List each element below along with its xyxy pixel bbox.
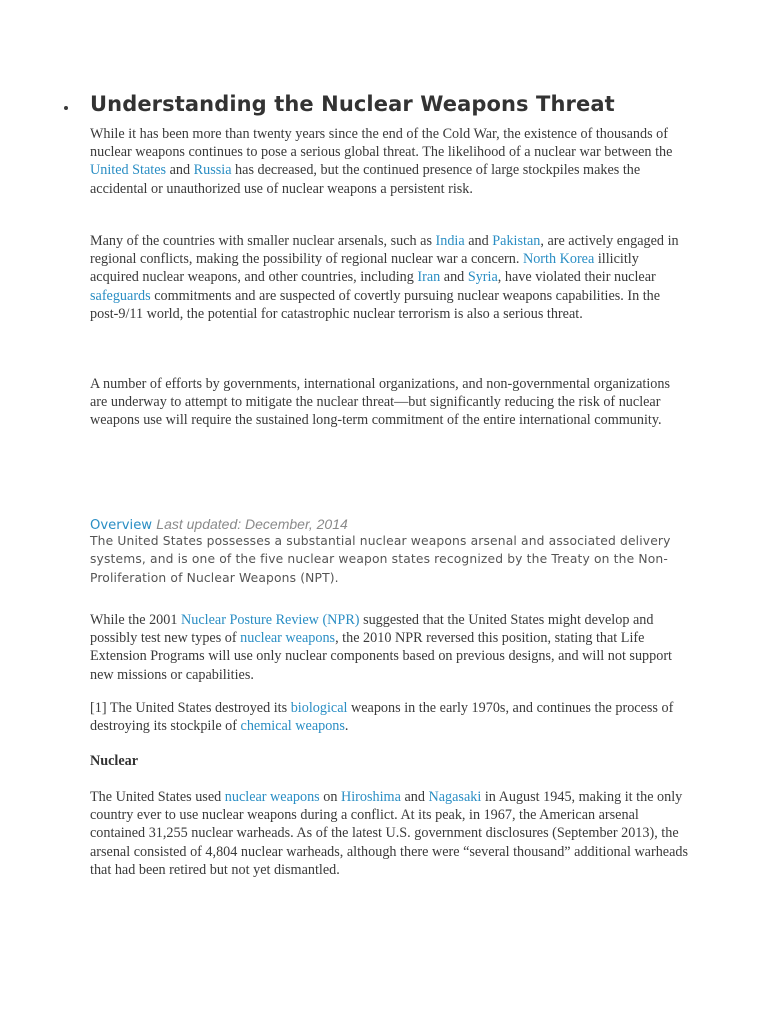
link-hiroshima[interactable]: Hiroshima <box>340 789 401 805</box>
text-span: commitments and are suspected of covertly pursuing nuclear weapons capabilities. In the post-9/11 world, the potential for catastrophic nuclear terrorism is also a serious threat. <box>90 287 661 322</box>
bullet-icon <box>64 106 68 110</box>
nuclear-paragraph <box>90 788 690 879</box>
overview-summary: The United States possesses a substantial nuclear weapons arsenal and associated delivery systems, and is one of the five nuclear weapon states recognized by the Treaty on the Non-Proliferation of Nuclear Weapons (NPT). <box>90 534 671 585</box>
text-span: , the 2010 NPR reversed this position, stating that Life Extension Programs will use only nuclear components based on previous designs, and will not support new missions or capabilities. <box>90 630 672 683</box>
link-north-korea[interactable]: North Korea <box>522 251 595 268</box>
intro-paragraph-2 <box>90 232 690 323</box>
text-span: The United States used <box>90 789 225 805</box>
link-nuclear-weapons[interactable]: nuclear weapons <box>240 630 336 647</box>
text-span: . <box>344 718 349 735</box>
text-span: and <box>400 789 429 805</box>
text-span: on <box>319 789 341 805</box>
text-span: , are actively engaged in regional conflicts, making the possibility of regional nuclear war a concern. <box>90 233 679 268</box>
link-syria[interactable]: Syria <box>467 269 498 286</box>
text-span: has decreased, but the continued presence of large stockpiles makes the accidental or unauthorized use of nuclear weapons a persistent risk. <box>90 162 641 197</box>
title-row <box>62 92 742 124</box>
intro-paragraph-1 <box>90 125 690 198</box>
link-india[interactable]: India <box>435 233 465 249</box>
text-span: [1] The United States destroyed its <box>90 700 291 716</box>
text-span: Many of the countries with smaller nuclear arsenals, such as <box>90 233 436 249</box>
link-united-states[interactable]: United States <box>90 162 167 179</box>
link-russia[interactable]: Russia <box>193 162 232 179</box>
link-safeguards[interactable]: safeguards <box>90 287 151 304</box>
page-title: Understanding the Nuclear Weapons Threat <box>90 92 615 116</box>
link-nagasaki[interactable]: Nagasaki <box>428 789 482 805</box>
text-span: While it has been more than twenty years since the end of the Cold War, the existence of thousands of nuclear weapons continues to pose a serious global threat. The likelihood of a nuclear war between the <box>90 126 673 161</box>
text-span: in August 1945, making it the only country ever to use nuclear weapons during a conflict. At its peak, in 1967, the American arsenal contained 31,255 nuclear warheads. As of the latest U.S. government disclosures (September 2013), the arsenal consisted of 4,804 nuclear warheads, although there were “several thousand” additional warheads that had been retired but not yet dismantled. <box>90 789 689 878</box>
text-span: and <box>166 162 194 179</box>
text-span: , have violated their nuclear <box>497 269 656 286</box>
text-span: and <box>464 233 493 249</box>
text-span: and <box>440 269 468 286</box>
text-span: While the 2001 <box>90 612 182 628</box>
overview-label: Overview <box>90 518 153 533</box>
link-iran[interactable]: Iran <box>417 269 441 286</box>
intro-paragraph-3: A number of efforts by governments, international organizations, and non-governmental organizations are underway to attempt to mitigate the nuclear threat—but significantly reducing the risk of nuclear weapons use will require the sustained long-term commitment of the entire international community. <box>90 376 670 429</box>
text-span: suggested that the United States might develop and possibly test new types of <box>90 612 654 647</box>
link-biological[interactable]: biological <box>290 700 348 716</box>
body-paragraph-bio-chem <box>90 699 690 735</box>
link-nuclear-weapons-2[interactable]: nuclear weapons <box>224 789 320 805</box>
section-heading-nuclear: Nuclear <box>90 753 139 769</box>
link-chemical-weapons[interactable]: chemical weapons <box>240 718 345 735</box>
text-span: illicitly acquired nuclear weapons, and other countries, including <box>90 251 639 286</box>
link-nuclear-posture-review[interactable]: Nuclear Posture Review (NPR) <box>181 612 360 628</box>
last-updated: Last updated: December, 2014 <box>156 516 348 532</box>
link-pakistan[interactable]: Pakistan <box>492 233 541 249</box>
body-paragraph-npr <box>90 611 690 684</box>
text-span: weapons in the early 1970s, and continues the process of destroying its stockpile of <box>90 700 674 735</box>
